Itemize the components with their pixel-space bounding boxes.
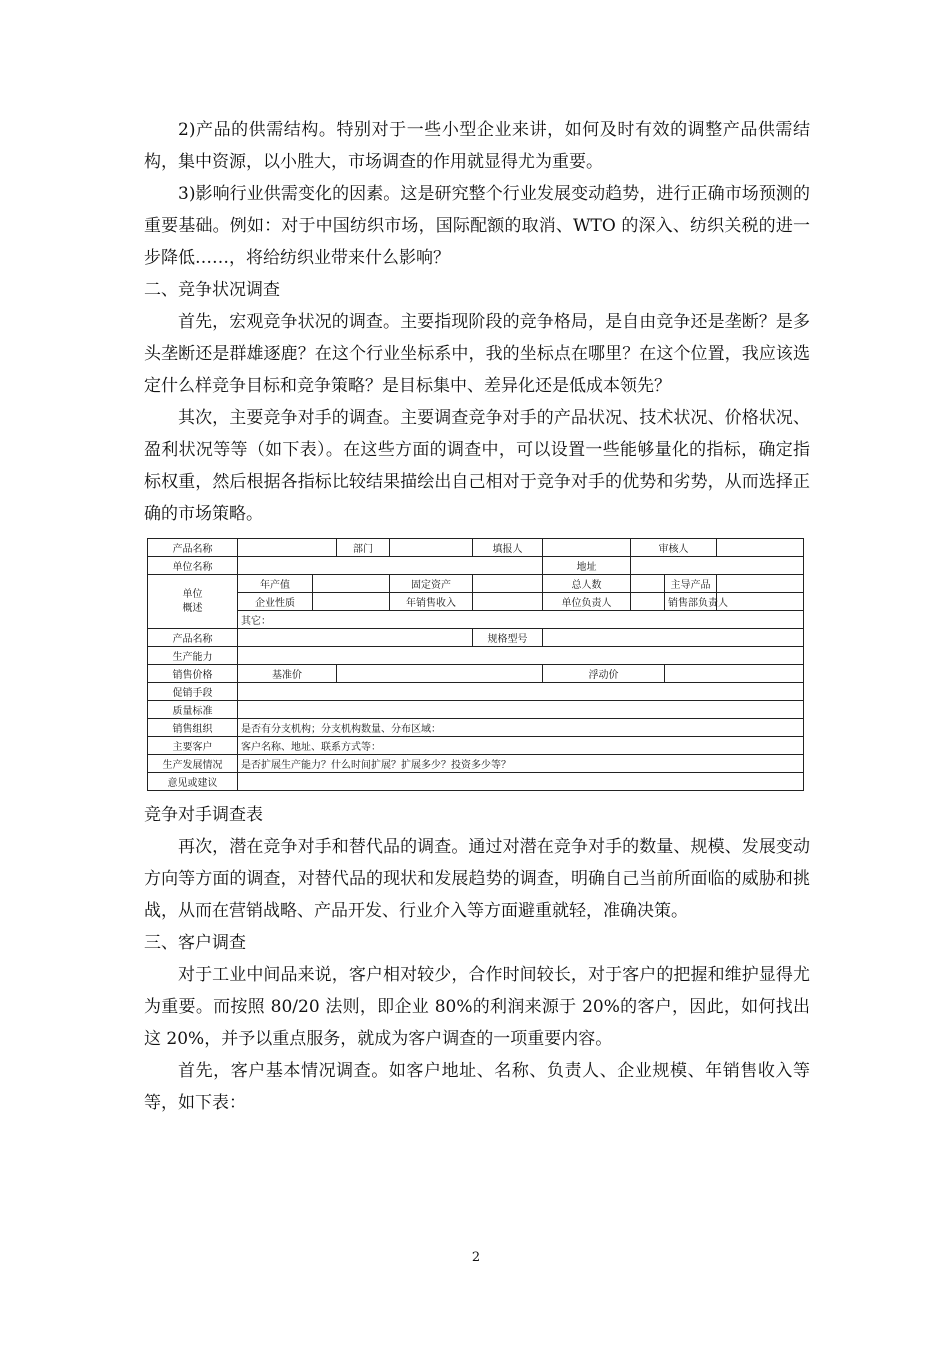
form-cell [717,575,804,593]
form-cell [313,593,390,611]
form-cell [238,629,473,647]
table-row [148,737,804,755]
form-cell [717,539,804,557]
table-row [148,683,804,701]
form-cell [543,629,804,647]
form-label: 生产能力 [148,647,238,665]
form-cell: 是否扩展生产能力？什么时间扩展？扩展多少？投资多少等？ [238,755,804,773]
body-paragraph: 首先，宏观竞争状况的调查。主要指现阶段的竞争格局，是自由竞争还是垄断？是多头垄断还是群雄逐鹿？在这个行业坐标系中，我的坐标点在哪里？在这个位置，我应该选定什么样竞争目标和竞争策略？是目标集中、差异化还是低成本领先？ [144,312,810,396]
table-row [148,575,804,593]
table-row [148,647,804,665]
form-cell [631,593,665,611]
form-label: 促销手段 [148,683,238,701]
form-label: 审核人 [631,539,717,557]
table-row [148,665,804,683]
form-label: 主要客户 [148,737,238,755]
body-paragraph: 2)产品的供需结构。特别对于一些小型企业来讲，如何及时有效的调整产品供需结构，集中资源，以小胜大，市场调查的作用就显得尤为重要。 [144,120,810,172]
table-row [148,593,804,611]
table-row [148,557,804,575]
form-label: 生产发展情况 [148,755,238,773]
body-paragraph: 再次，潜在竞争对手和替代品的调查。通过对潜在竞争对手的数量、规模、发展变动方向等方面的调查，对替代品的现状和发展趋势的调查，明确自己当前所面临的威胁和挑战，从而在营销战略、产品开发、行业介入等方面避重就轻，准确决策。 [144,837,810,921]
table-caption: 竞争对手调查表 [144,805,263,825]
form-cell [631,557,804,575]
table-row [148,773,804,791]
form-label: 基准价 [238,665,337,683]
form-cell [238,683,804,701]
form-cell [238,773,804,791]
form-cell [390,539,473,557]
form-cell: 客户名称、地址、联系方式等： [238,737,804,755]
form-label: 其它： [238,611,804,629]
body-paragraph: 3)影响行业供需变化的因素。这是研究整个行业发展变动趋势，进行正确市场预测的重要基础。例如：对于中国纺织市场，国际配额的取消、WTO 的深入、纺织关税的进一步降低……，将给纺织业带来什么影响？ [144,184,810,268]
form-cell [717,593,804,611]
form-label: 主导产品 [665,575,717,593]
table-row [148,629,804,647]
form-cell [665,665,804,683]
table-row [148,701,804,719]
table-row [148,755,804,773]
form-label: 固定资产 [390,575,473,593]
form-label: 填报人 [473,539,543,557]
form-cell [238,647,804,665]
form-label: 单位负责人 [543,593,631,611]
form-label: 年产值 [238,575,313,593]
form-cell [473,575,543,593]
form-label: 销售价格 [148,665,238,683]
body-paragraph: 对于工业中间品来说，客户相对较少，合作时间较长，对于客户的把握和维护显得尤为重要。而按照 80/20 法则，即企业 80%的利润来源于 20%的客户，因此，如何找出这 20%，并予以重点服务，就成为客户调查的一项重要内容。 [144,965,810,1049]
form-cell [337,665,543,683]
form-label: 销售部负责人 [665,593,717,611]
form-label [148,575,238,629]
form-cell [543,539,631,557]
page-content [144,114,810,1119]
form-label: 总人数 [543,575,631,593]
form-label: 销售组织 [148,719,238,737]
table-row [148,539,804,557]
form-cell [238,557,543,575]
form-label: 质量标准 [148,701,238,719]
form-label: 部门 [337,539,390,557]
paragraphs-top [144,114,810,530]
form-label: 规格型号 [473,629,543,647]
form-label: 产品名称 [148,539,238,557]
competitor-survey-form [144,538,810,791]
form-label: 地址 [543,557,631,575]
form-cell [473,593,543,611]
form-cell: 是否有分支机构；分支机构数量、分布区域： [238,719,804,737]
form-cell [313,575,390,593]
form-label: 企业性质 [238,593,313,611]
form-cell [238,701,804,719]
form-cell [631,575,665,593]
body-paragraph: 其次，主要竞争对手的调查。主要调查竞争对手的产品状况、技术状况、价格状况、盈利状况等等（如下表）。在这些方面的调查中，可以设置一些能够量化的指标，确定指标权重，然后根据各指标比较结果描绘出自己相对于竞争对手的优势和劣势，从而选择正确的市场策略。 [144,408,810,524]
table-row [148,611,804,629]
table-row [148,719,804,737]
section-heading: 二、竞争状况调查 [144,280,280,300]
form-cell [238,539,337,557]
form-label: 单位名称 [148,557,238,575]
form-label: 浮动价 [543,665,665,683]
form-label-text: 单位概述 [182,588,203,614]
form-label: 产品名称 [148,629,238,647]
body-paragraph: 首先，客户基本情况调查。如客户地址、名称、负责人、企业规模、年销售收入等等，如下表： [144,1061,810,1113]
form-label: 意见或建议 [148,773,238,791]
form-label: 年销售收入 [390,593,473,611]
page-number: 2 [471,1250,481,1265]
paragraphs-bottom [144,831,810,1119]
competitor-survey-table [147,538,804,791]
section-heading: 三、客户调查 [144,933,246,953]
